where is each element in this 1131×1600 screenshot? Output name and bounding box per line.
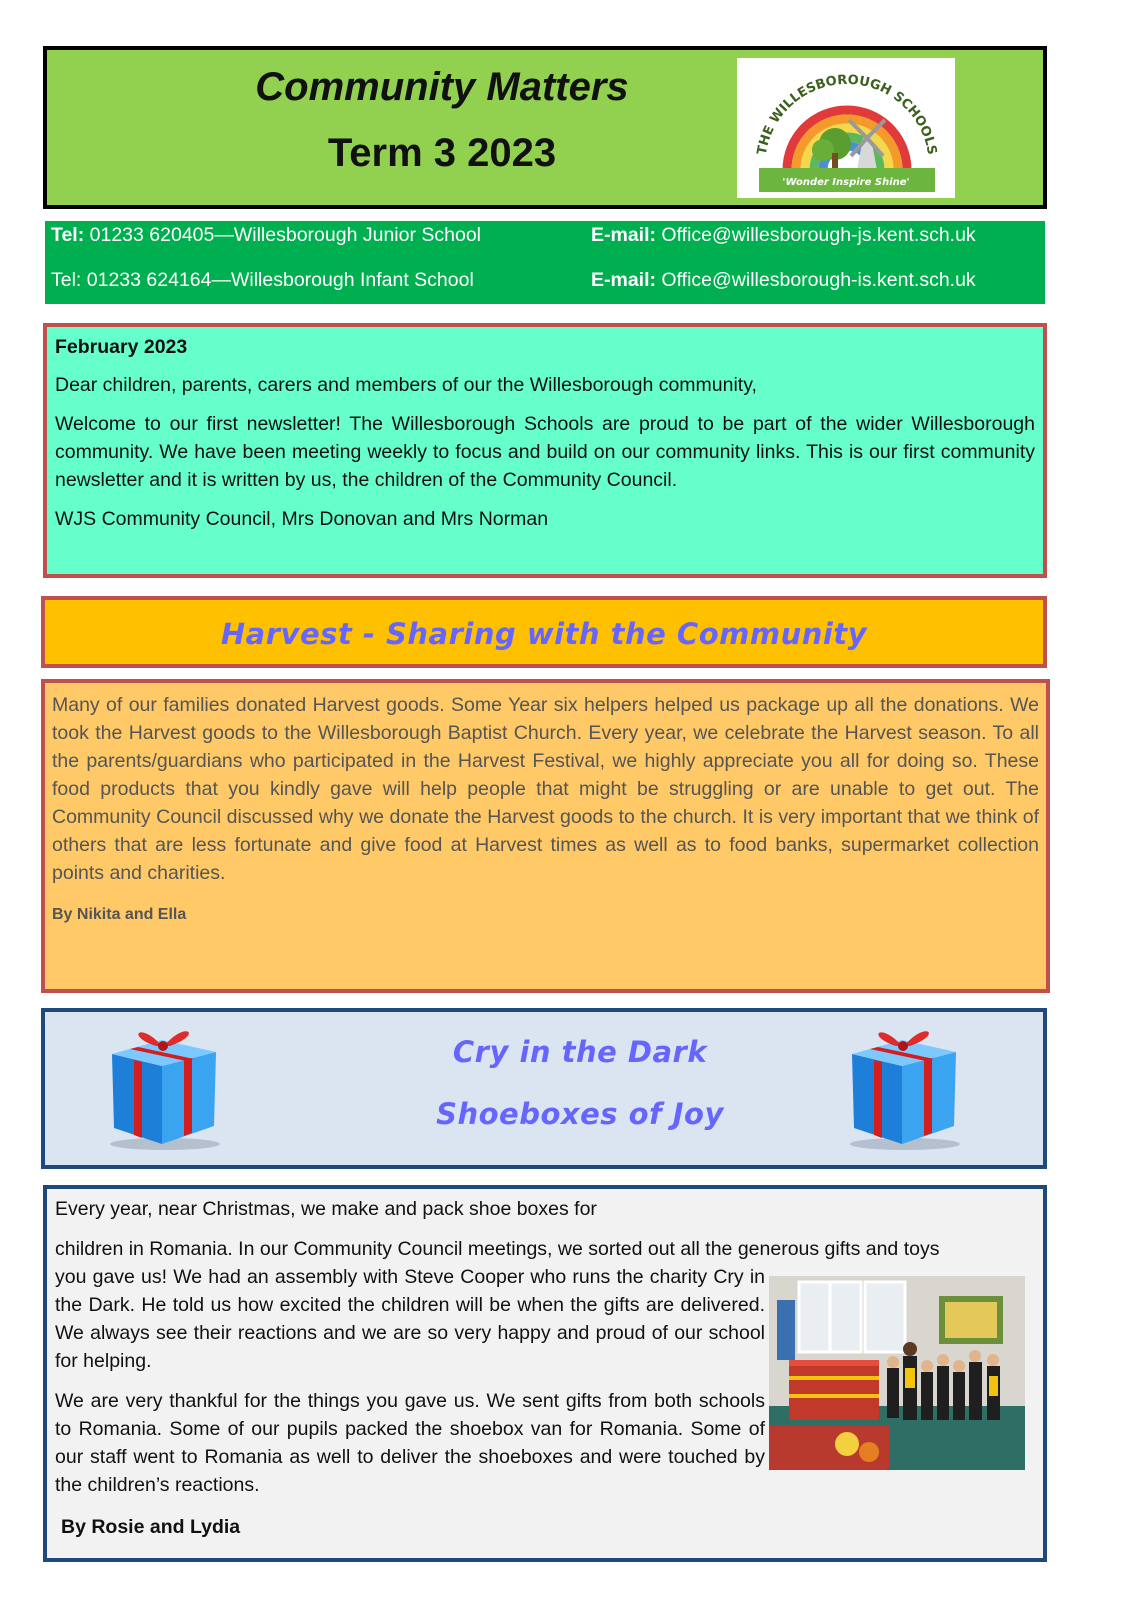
infant-email-link[interactable]: Office@willesborough-is.kent.sch.uk (656, 269, 976, 291)
tel-label: Tel: (51, 224, 85, 246)
logo-motto: 'Wonder Inspire Shine' (782, 177, 910, 188)
infant-tel-text: Tel: 01233 624164—Willesborough Infant School (51, 269, 474, 291)
contact-bar (45, 221, 1045, 304)
cry-heading-box (41, 1008, 1047, 1169)
intro-date: February 2023 (55, 336, 188, 358)
cry-paragraph-3: We are very thankful for the things you gave us. We sent gifts from both schools to Romania. Some of our pupils packed the shoebox van for Romania. Some of our staff went to Romania as well to deliver the shoeboxes and were touched by the children’s reactions. (55, 1390, 765, 1496)
email-label: E-mail: (591, 269, 657, 291)
junior-tel-text: 01233 620405—Willesborough Junior School (84, 224, 481, 246)
harvest-text: Many of our families donated Harvest goods. Some Year six helpers helped us package up all the donations. We took the Harvest goods to the Willesborough Baptist Church. Every year, we celebrate the Harvest season. To all the parents/guardians who participated in the Harvest Festival, we highly appreciate you all for doing so. These food products that you kindly gave will help people that might be struggling or are unable to get out. The Community Council discussed why we donate the Harvest goods to the church. It is very important that we think of others that are less fortunate and give food at Harvest times as well as to food banks, supermarket collection points and charities. (52, 694, 1039, 884)
infant-tel (51, 269, 474, 292)
harvest-heading-box (41, 596, 1047, 668)
newsletter-title: Community Matters (255, 65, 629, 109)
junior-email-link[interactable]: Office@willesborough-js.kent.sch.uk (656, 224, 976, 246)
intro-section (43, 323, 1047, 578)
infant-email (591, 269, 976, 292)
logo-arc-text: THE WILLESBOROUGH SCHOOLS (754, 72, 940, 156)
newsletter-header (43, 46, 1047, 209)
gift-box-icon (100, 1016, 230, 1156)
cry-article (43, 1185, 1047, 1562)
cry-heading: Cry in the Dark (452, 1035, 708, 1069)
junior-tel (51, 224, 481, 247)
junior-email (591, 224, 976, 247)
email-label: E-mail: (591, 224, 657, 246)
harvest-byline: By Nikita and Ella (52, 906, 187, 923)
cry-paragraph-1: Every year, near Christmas, we make and pack shoe boxes for (55, 1198, 597, 1220)
cry-subheading: Shoeboxes of Joy (436, 1097, 724, 1131)
harvest-article (41, 679, 1050, 993)
cry-byline: By Rosie and Lydia (61, 1516, 241, 1538)
pupils-photo (769, 1276, 1025, 1470)
intro-body: Welcome to our first newsletter! The Willesborough Schools are proud to be part of the wider Willesborough community. We have been meeting weekly to focus and build on our community links. This is our first community newsletter and it is written by us, the children of the Community Council. (55, 413, 1035, 491)
harvest-heading: Harvest - Sharing with the Community (220, 617, 868, 651)
cry-paragraph-2-rest: you gave us! We had an assembly with Steve Cooper who runs the charity Cry in the Dark. He told us how excited the children will be when the gifts are delivered. We always see their reactions and we are so very happy and proud of our school for helping. (55, 1266, 765, 1372)
newsletter-term: Term 3 2023 (327, 131, 557, 175)
cry-paragraph-2-line-1: children in Romania. In our Community Council meetings, we sorted out all the generous gifts and toys (55, 1238, 940, 1260)
intro-signoff: WJS Community Council, Mrs Donovan and Mrs Norman (55, 508, 549, 530)
intro-greeting: Dear children, parents, carers and members of our the Willesborough community, (55, 374, 757, 396)
gift-box-icon (840, 1016, 970, 1156)
school-logo (737, 58, 955, 198)
